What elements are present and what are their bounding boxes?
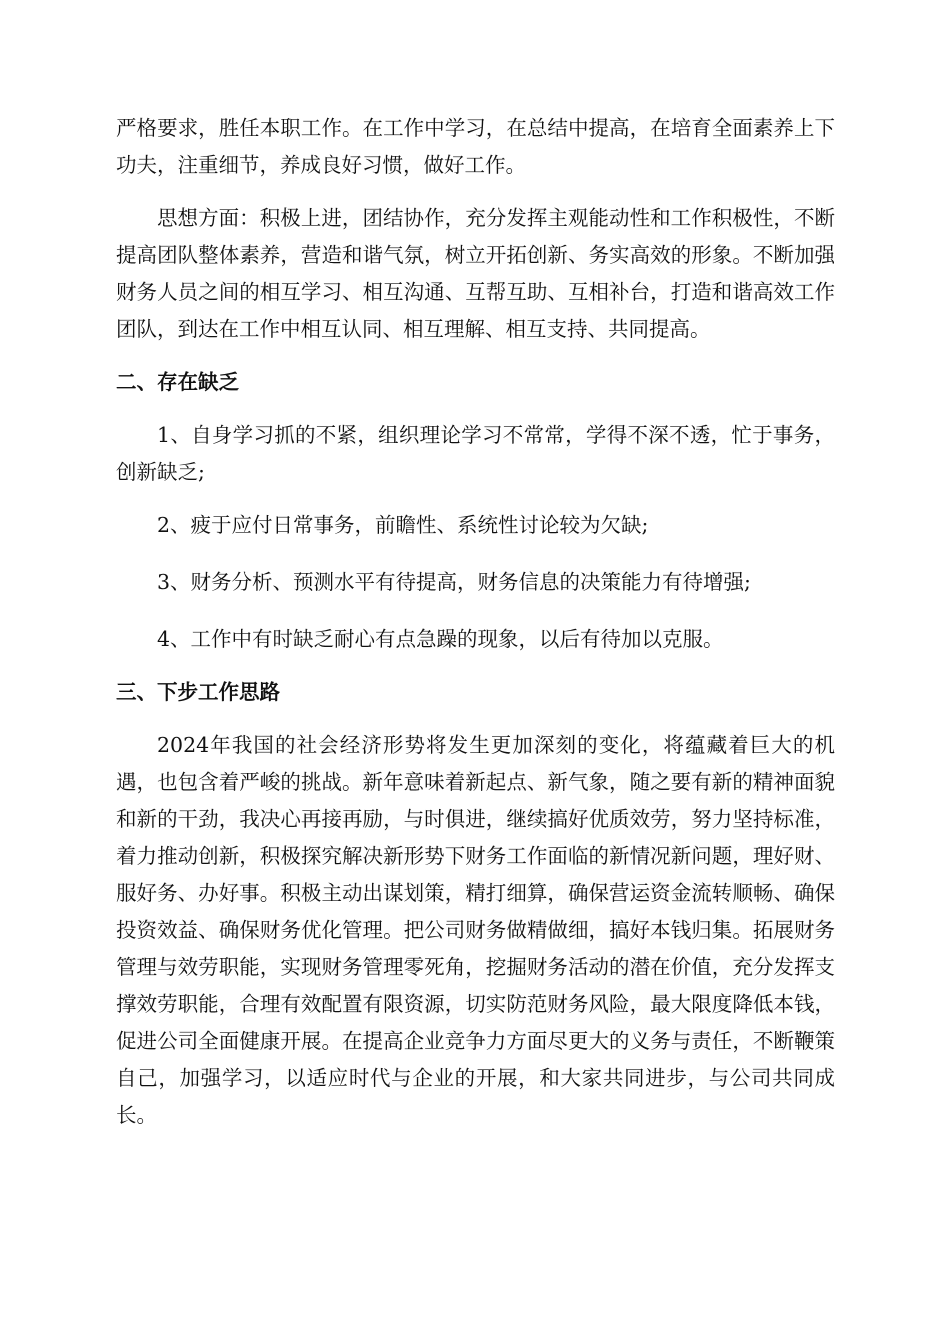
next-steps-paragraph: 2024年我国的社会经济形势将发生更加深刻的变化，将蕴藏着巨大的机遇，也包含着严峻的挑战。新年意味着新起点、新气象，随之要有新的精神面貌和新的干劲，我决心再接再励，与时俱进，继续搞好优质效劳，努力坚持标准，着力推动创新，积极探究解决新形势下财务工作面临的新情况新问题，理好财、服好务、办好事。积极主动出谋划策，精打细算，确保营运资金流转顺畅、确保投资效益、确保财务优化管理。把公司财务做精做细，搞好本钱归集。拓展财务管理与效劳职能，实现财务管理零死角，挖掘财务活动的潜在价值，充分发挥支撑效劳职能，合理有效配置有限资源，切实防范财务风险，最大限度降低本钱，促进公司全面健康开展。在提高企业竞争力方面尽更大的义务与责任，不断鞭策自己，加强学习，以适应时代与企业的开展，和大家共同进步，与公司共同成长。 xyxy=(116,733,835,1127)
shortcoming-item-1: 1、自身学习抓的不紧，组织理论学习不常常，学得不深不透，忙于事务，创新缺乏; xyxy=(116,423,835,484)
section-heading-next-steps: 三、下步工作思路 xyxy=(116,680,280,704)
shortcoming-item-3: 3、财务分析、预测水平有待提高，财务信息的决策能力有待增强; xyxy=(157,570,751,594)
intro-paragraph: 严格要求，胜任本职工作。在工作中学习，在总结中提高，在培育全面素养上下功夫，注重细节，养成良好习惯，做好工作。 xyxy=(116,116,835,177)
shortcoming-item-4: 4、工作中有时缺乏耐心有点急躁的现象，以后有待加以克服。 xyxy=(157,627,724,651)
thought-paragraph: 思想方面：积极上进，团结协作，充分发挥主观能动性和工作积极性，不断提高团队整体素养，营造和谐气氛，树立开拓创新、务实高效的形象。不断加强财务人员之间的相互学习、相互沟通、互帮互助、互相补台，打造和谐高效工作团队，到达在工作中相互认同、相互理解、相互支持、共同提高。 xyxy=(116,206,835,341)
shortcoming-item-2: 2、疲于应付日常事务，前瞻性、系统性讨论较为欠缺; xyxy=(157,513,649,537)
section-heading-shortcomings: 二、存在缺乏 xyxy=(116,370,239,394)
